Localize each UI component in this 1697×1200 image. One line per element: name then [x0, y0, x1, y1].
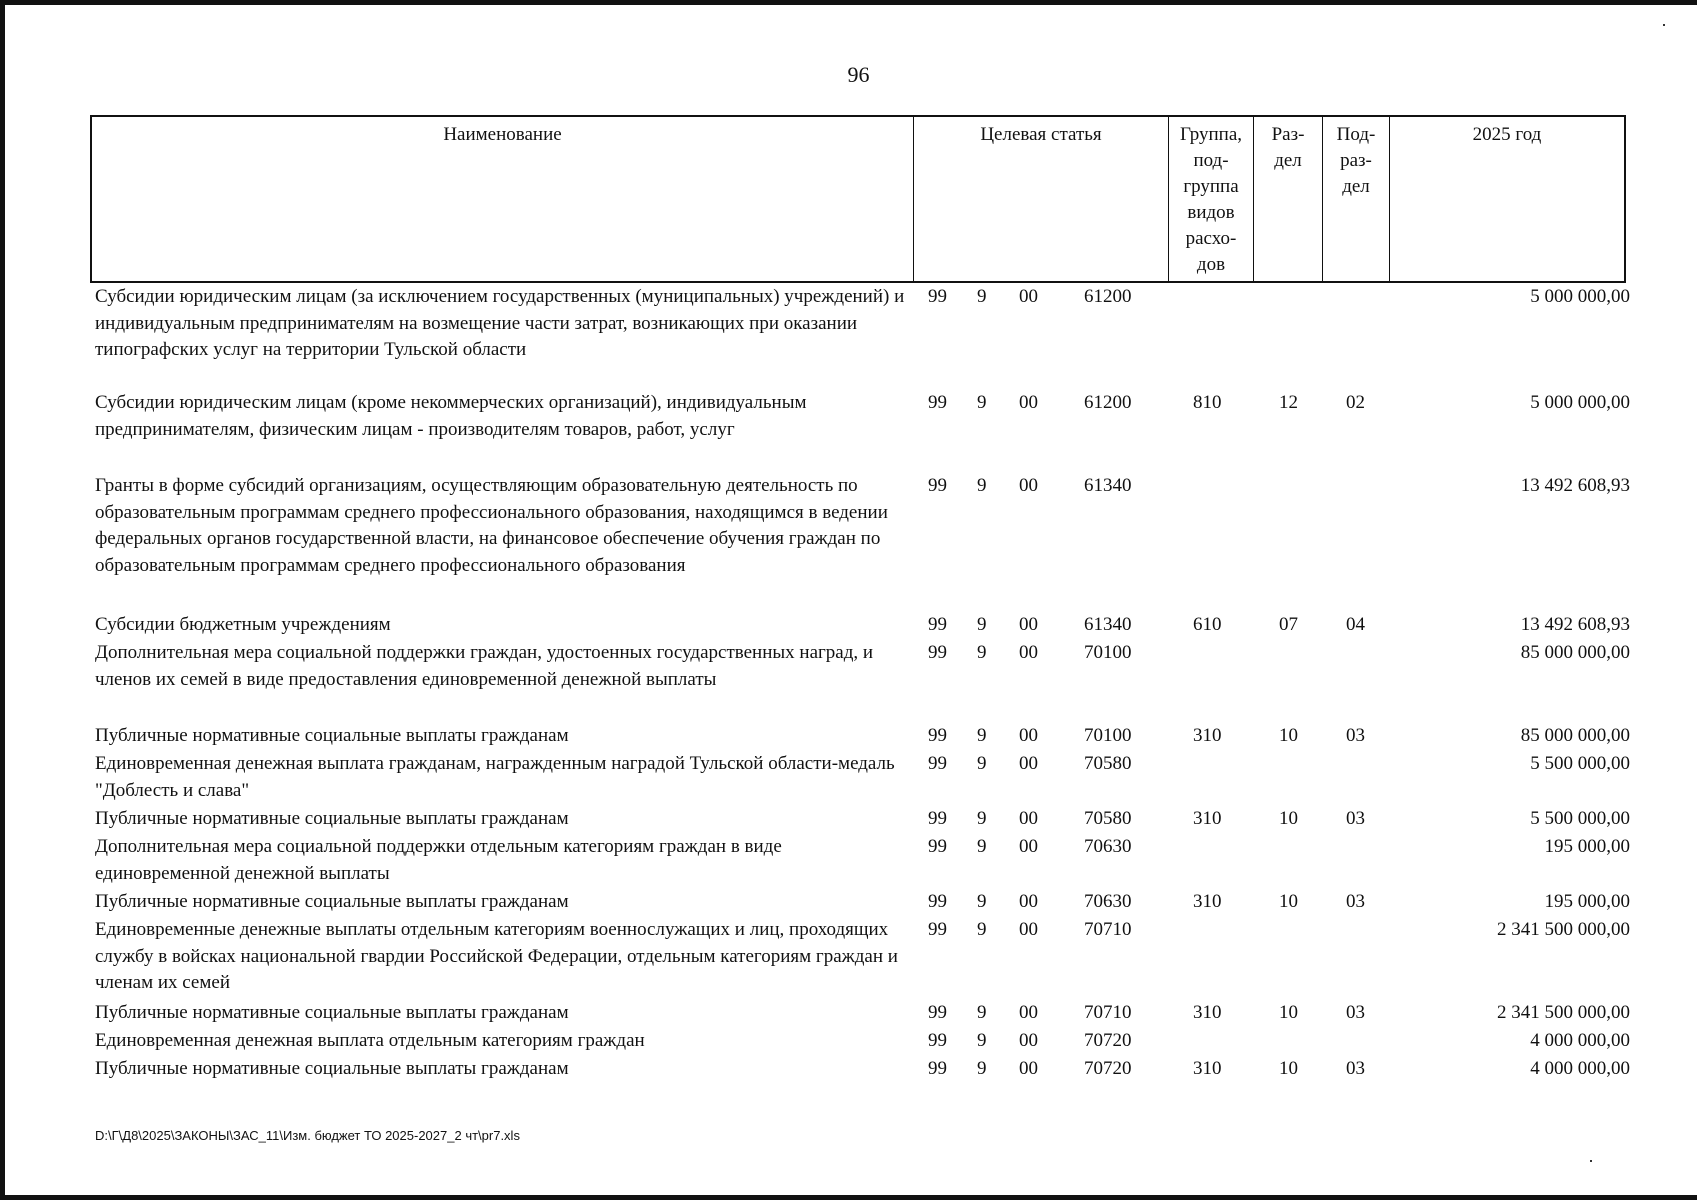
row-code-direction: 00 [1019, 891, 1038, 912]
row-razdel: 07 [1279, 614, 1298, 635]
header-group-line: дов [1196, 254, 1226, 275]
row-code-subprogram: 9 [977, 614, 987, 635]
row-name: Единовременные денежные выплаты отдельным категориям военнослужащих и лиц, проходящих службу в войсках национальной гвардии Российской Федерации, отдельным категориям граждан и членам их семей [95, 919, 898, 993]
scan-speck [1663, 24, 1665, 26]
row-name: Дополнительная мера социальной поддержки граждан, удостоенных государственных наград, и членов их семей в виде предоставления единовременной денежной выплаты [95, 642, 874, 690]
row-razdel: 12 [1279, 392, 1298, 413]
row-code-direction: 00 [1019, 725, 1038, 746]
row-group: 810 [1193, 392, 1222, 413]
row-code-direction: 00 [1019, 286, 1038, 307]
row-razdel: 10 [1279, 891, 1298, 912]
row-podrazdel: 03 [1346, 891, 1365, 912]
row-name: Публичные нормативные социальные выплаты гражданам [95, 725, 569, 746]
row-code-direction: 00 [1019, 808, 1038, 829]
row-code-program: 99 [928, 1030, 947, 1051]
row-code-expense: 70710 [1084, 1002, 1132, 1023]
row-code-program: 99 [928, 919, 947, 940]
row-code-subprogram: 9 [977, 725, 987, 746]
row-code-expense: 70720 [1084, 1058, 1132, 1079]
row-amount: 2 341 500 000,00 [1497, 1002, 1630, 1023]
row-amount: 195 000,00 [1544, 891, 1630, 912]
table-row [90, 1056, 1630, 1084]
table-header [90, 115, 1626, 283]
row-podrazdel: 03 [1346, 725, 1365, 746]
header-group-line: Группа, [1179, 124, 1243, 145]
row-name: Единовременная денежная выплата гражданам, награжденным наградой Тульской области-медаль "Доблесть и слава" [95, 753, 895, 801]
table-row [90, 612, 1630, 640]
row-code-subprogram: 9 [977, 475, 987, 496]
header-group [1169, 117, 1254, 281]
row-code-direction: 00 [1019, 1030, 1038, 1051]
row-code-expense: 70630 [1084, 836, 1132, 857]
header-razdel-line: дел [1274, 150, 1302, 171]
row-podrazdel: 03 [1346, 1002, 1365, 1023]
scan-border-bottom [0, 1195, 1697, 1200]
header-target-label: Целевая статья [980, 124, 1102, 145]
row-name: Дополнительная мера социальной поддержки отдельным категориям граждан в виде единовременной денежной выплаты [95, 836, 782, 884]
row-name: Единовременная денежная выплата отдельным категориям граждан [95, 1030, 645, 1051]
row-code-expense: 70100 [1084, 725, 1132, 746]
row-code-expense: 61340 [1084, 475, 1132, 496]
row-razdel: 10 [1279, 808, 1298, 829]
row-code-program: 99 [928, 614, 947, 635]
table-row [90, 834, 1630, 889]
row-group: 310 [1193, 725, 1222, 746]
table-row [90, 723, 1630, 751]
header-group-line: видов [1187, 202, 1235, 223]
row-code-direction: 00 [1019, 753, 1038, 774]
table-row [90, 806, 1630, 834]
page-number: 96 [847, 62, 870, 87]
row-code-subprogram: 9 [977, 836, 987, 857]
row-code-program: 99 [928, 753, 947, 774]
row-name: Субсидии юридическим лицам (кроме некоммерческих организаций), индивидуальным предпринимателям, физическим лицам - производителям товаров, работ, услуг [95, 392, 807, 440]
row-code-expense: 70630 [1084, 891, 1132, 912]
header-group-line: под- [1193, 150, 1229, 171]
row-code-direction: 00 [1019, 475, 1038, 496]
row-amount: 4 000 000,00 [1530, 1058, 1630, 1079]
row-group: 310 [1193, 808, 1222, 829]
row-code-program: 99 [928, 1002, 947, 1023]
row-code-subprogram: 9 [977, 891, 987, 912]
row-podrazdel: 04 [1346, 614, 1365, 635]
file-path-footer: D:\Г\Д8\2025\ЗАКОНЫ\ЗАС_11\Изм. бюджет ТО 2025-2027_2 чт\pr7.xls [95, 1128, 520, 1143]
row-code-subprogram: 9 [977, 1002, 987, 1023]
row-code-subprogram: 9 [977, 1030, 987, 1051]
row-group: 310 [1193, 891, 1222, 912]
row-code-direction: 00 [1019, 836, 1038, 857]
header-group-line: группа [1183, 176, 1239, 197]
row-razdel: 10 [1279, 1002, 1298, 1023]
header-year [1390, 117, 1624, 281]
header-podrazdel-line: Под- [1336, 124, 1376, 145]
row-name: Публичные нормативные социальные выплаты гражданам [95, 1002, 569, 1023]
row-code-direction: 00 [1019, 614, 1038, 635]
row-code-expense: 61200 [1084, 286, 1132, 307]
header-year-label: 2025 год [1472, 124, 1542, 145]
row-code-direction: 00 [1019, 1002, 1038, 1023]
row-code-program: 99 [928, 808, 947, 829]
header-name-label: Наименование [443, 124, 562, 145]
header-group-line: расхо- [1185, 228, 1237, 249]
row-amount: 2 341 500 000,00 [1497, 919, 1630, 940]
row-code-expense: 70580 [1084, 753, 1132, 774]
row-code-program: 99 [928, 836, 947, 857]
scan-border-top [0, 0, 1697, 5]
row-code-subprogram: 9 [977, 392, 987, 413]
row-name: Субсидии бюджетным учреждениям [95, 614, 391, 635]
row-amount: 85 000 000,00 [1520, 725, 1630, 746]
row-podrazdel: 03 [1346, 1058, 1365, 1079]
table-row [90, 640, 1630, 723]
row-amount: 85 000 000,00 [1520, 642, 1630, 663]
row-name: Публичные нормативные социальные выплаты гражданам [95, 1058, 569, 1079]
scan-speck [1590, 1160, 1592, 1162]
row-code-direction: 00 [1019, 1058, 1038, 1079]
row-name: Публичные нормативные социальные выплаты гражданам [95, 808, 569, 829]
row-amount: 13 492 608,93 [1520, 614, 1630, 635]
row-code-expense: 70720 [1084, 1030, 1132, 1051]
row-code-program: 99 [928, 725, 947, 746]
row-code-program: 99 [928, 392, 947, 413]
table-row [90, 284, 1630, 390]
row-razdel: 10 [1279, 725, 1298, 746]
row-amount: 5 500 000,00 [1530, 808, 1630, 829]
row-code-expense: 61340 [1084, 614, 1132, 635]
row-group: 610 [1193, 614, 1222, 635]
row-code-subprogram: 9 [977, 808, 987, 829]
header-name [92, 117, 914, 281]
row-razdel: 10 [1279, 1058, 1298, 1079]
row-code-subprogram: 9 [977, 753, 987, 774]
row-code-program: 99 [928, 286, 947, 307]
row-podrazdel: 03 [1346, 808, 1365, 829]
row-amount: 5 000 000,00 [1530, 392, 1630, 413]
row-code-expense: 70580 [1084, 808, 1132, 829]
row-code-direction: 00 [1019, 919, 1038, 940]
header-podrazdel-line: дел [1342, 176, 1370, 197]
row-amount: 4 000 000,00 [1530, 1030, 1630, 1051]
row-name: Субсидии юридическим лицам (за исключением государственных (муниципальных) учреждений) и индивидуальным предпринимателям на возмещение части затрат, возникающих при оказании типографских услуг на территории Тульской области [95, 286, 905, 360]
scan-border-left [0, 0, 5, 1200]
row-podrazdel: 02 [1346, 392, 1365, 413]
table-row [90, 1028, 1630, 1056]
row-code-program: 99 [928, 1058, 947, 1079]
table-row [90, 889, 1630, 917]
row-name: Гранты в форме субсидий организациям, осуществляющим образовательную деятельность по образовательным программам среднего профессионального образования, находящимся в ведении федеральных органов государственной власти, на финансовое обеспечение обучения граждан по образовательным программам среднего профессионального образования [95, 475, 888, 576]
row-code-expense: 61200 [1084, 392, 1132, 413]
header-podrazdel [1323, 117, 1390, 281]
row-code-subprogram: 9 [977, 1058, 987, 1079]
row-amount: 5 500 000,00 [1530, 753, 1630, 774]
header-target-article [914, 117, 1169, 281]
header-razdel [1254, 117, 1323, 281]
row-code-direction: 00 [1019, 642, 1038, 663]
row-group: 310 [1193, 1058, 1222, 1079]
row-name: Публичные нормативные социальные выплаты гражданам [95, 891, 569, 912]
row-code-program: 99 [928, 475, 947, 496]
row-code-program: 99 [928, 891, 947, 912]
header-razdel-line: Раз- [1271, 124, 1305, 145]
row-code-program: 99 [928, 642, 947, 663]
row-group: 310 [1193, 1002, 1222, 1023]
row-code-subprogram: 9 [977, 642, 987, 663]
row-amount: 13 492 608,93 [1520, 475, 1630, 496]
table-body [90, 284, 1630, 1084]
table-row [90, 1000, 1630, 1028]
row-code-expense: 70710 [1084, 919, 1132, 940]
table-row [90, 917, 1630, 1000]
row-amount: 5 000 000,00 [1530, 286, 1630, 307]
row-code-subprogram: 9 [977, 286, 987, 307]
table-row [90, 473, 1630, 612]
table-row [90, 390, 1630, 473]
table-row [90, 751, 1630, 806]
row-code-direction: 00 [1019, 392, 1038, 413]
header-podrazdel-line: раз- [1340, 150, 1372, 171]
row-code-subprogram: 9 [977, 919, 987, 940]
row-code-expense: 70100 [1084, 642, 1132, 663]
row-amount: 195 000,00 [1544, 836, 1630, 857]
